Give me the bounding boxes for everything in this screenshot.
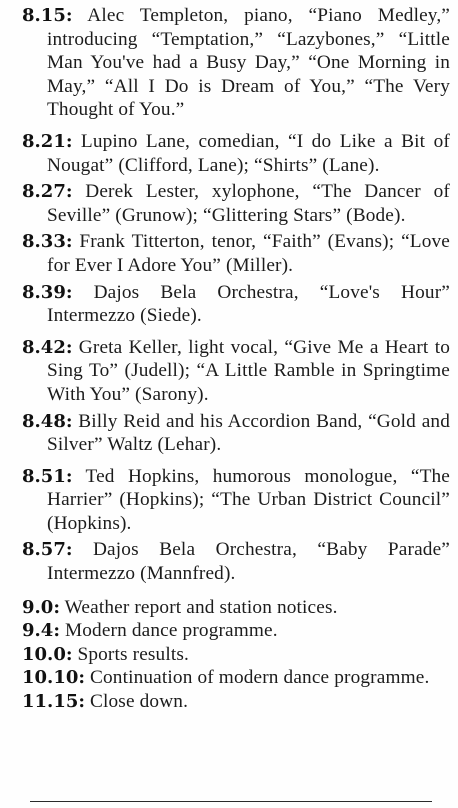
entry-description: Alec Templeton, piano, “Piano Medley,” introducing “Temptation,” “Lazybones,” “Little Man You've had a Busy Day,” “One Morning in May,” “All I Do is Dream of You,” “The Very Thought of You.” (47, 5, 450, 121)
entry-description: Dajos Bela Orchestra, “Love's Hour” Intermezzo (Siede). (47, 281, 450, 327)
programme-entry-0848 (22, 410, 450, 457)
entry-description: Modern dance programme. (64, 620, 278, 642)
entry-time: 8.42: (22, 336, 73, 358)
entry-time: 8.27: (22, 181, 73, 203)
entry-description: Weather report and station notices. (64, 596, 338, 618)
entry-description: Close down. (90, 691, 189, 713)
programme-entry-0900 (22, 596, 450, 620)
entry-description: Continuation of modern dance programme. (90, 667, 430, 689)
entry-time: 10.0: (22, 643, 73, 665)
programme-entry-1115 (22, 690, 450, 714)
entry-time: 8.15: (22, 5, 73, 26)
entry-description: Sports results. (77, 643, 189, 665)
entry-time: 8.33: (22, 231, 73, 253)
programme-entry-0833 (22, 230, 450, 277)
entry-time: 8.21: (22, 130, 73, 152)
column-divider-rule (30, 801, 432, 802)
entry-time: 8.57: (22, 539, 73, 561)
programme-entry-0857 (22, 538, 450, 585)
entry-time: 11.15: (22, 691, 86, 713)
entry-description: Frank Titterton, tenor, “Faith” (Evans); “Love for Ever I Adore You” (Miller). (47, 231, 450, 276)
entry-description: Ted Hopkins, humorous monologue, “The Harrier” (Hopkins); “The Urban District Council” (Hopkins). (47, 465, 450, 534)
programme-entry-0815 (22, 4, 450, 122)
programme-entry-0839 (22, 281, 450, 328)
entry-time: 8.48: (22, 410, 73, 432)
programme-entry-1010 (22, 666, 450, 690)
programme-entry-0851 (22, 465, 450, 536)
programme-entry-0827 (22, 180, 450, 227)
programme-entry-0842 (22, 336, 450, 407)
entry-time: 9.4: (22, 620, 60, 642)
entry-time: 8.51: (22, 465, 73, 487)
radio-programme-listing (22, 4, 450, 714)
programme-entry-0904 (22, 619, 450, 643)
entry-time: 10.10: (22, 667, 86, 689)
entry-description: Dajos Bela Orchestra, “Baby Parade” Intermezzo (Mannfred). (47, 539, 450, 585)
entry-time: 8.39: (22, 281, 73, 303)
programme-entry-1000 (22, 643, 450, 667)
entry-description: Derek Lester, xylophone, “The Dancer of Seville” (Grunow); “Glittering Stars” (Bode). (47, 181, 450, 226)
programme-entry-0821 (22, 130, 450, 177)
entry-description: Greta Keller, light vocal, “Give Me a Heart to Sing To” (Judell); “A Little Ramble in Springtime With You” (Sarony). (47, 336, 450, 405)
entry-description: Lupino Lane, comedian, “I do Like a Bit of Nougat” (Clifford, Lane); “Shirts” (Lane). (47, 130, 450, 176)
entry-description: Billy Reid and his Accordion Band, “Gold and Silver” Waltz (Lehar). (47, 410, 450, 456)
entry-time: 9.0: (22, 596, 60, 618)
